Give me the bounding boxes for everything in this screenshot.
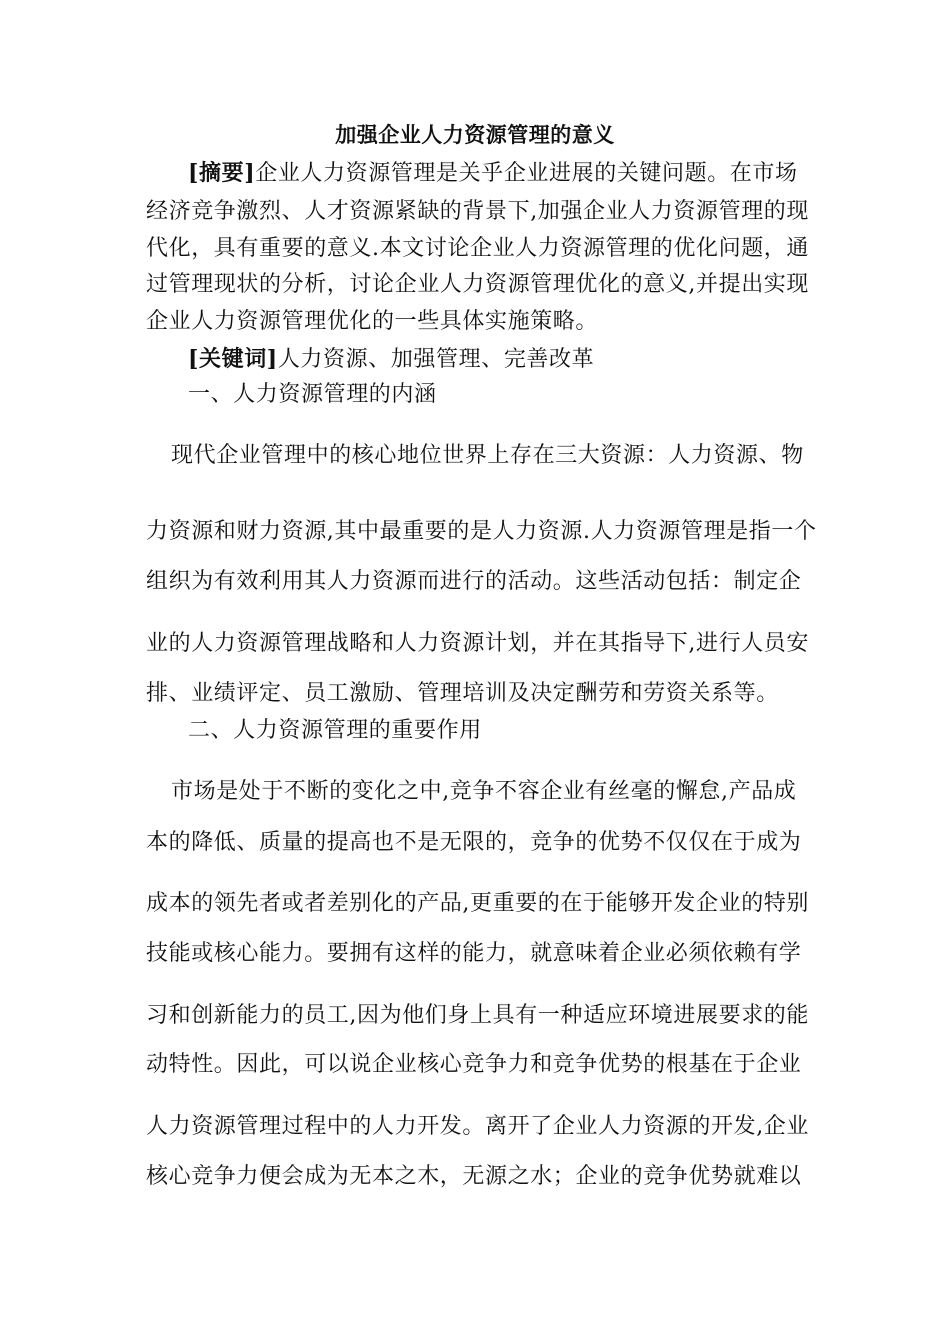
- abstract-text: 企业人力资源管理是关乎企业进展的关键问题。在市场: [255, 161, 798, 186]
- keywords-text: 人力资源、加强管理、完善改革: [277, 347, 595, 372]
- section1-line-2: 力资源和财力资源,其中最重要的是人力资源.人力资源管理是指一个: [146, 519, 817, 544]
- abstract-line-4: 过管理现状的分析，讨论企业人力资源管理优化的意义,并提出实现: [146, 272, 809, 297]
- section2-line-3: 成本的领先者或者差别化的产品,更重要的在于能够开发企业的特别: [146, 891, 809, 916]
- abstract-line-1: [188, 158, 798, 189]
- section2-line-4: 技能或核心能力。要拥有这样的能力，就意味着企业必须依赖有学: [146, 941, 802, 966]
- section1-line-1: 现代企业管理中的核心地位世界上存在三大资源：人力资源、物: [171, 443, 804, 468]
- section2-line-8: 核心竞争力便会成为无本之木，无源之水；企业的竞争优势就难以: [146, 1164, 802, 1189]
- section2-heading: 二、人力资源管理的重要作用: [188, 718, 482, 743]
- section2-line-2: 本的降低、质量的提高也不是无限的，竞争的优势不仅仅在于成为: [146, 830, 802, 855]
- section1-line-5: 排、业绩评定、员工激励、管理培训及决定酬劳和劳资关系等。: [146, 681, 779, 706]
- section2-line-6: 动特性。因此，可以说企业核心竞争力和竞争优势的根基在于企业: [146, 1052, 802, 1077]
- section1-line-3: 组织为有效利用其人力资源而进行的活动。这些活动包括：制定企: [146, 569, 802, 594]
- section2-line-1: 市场是处于不断的变化之中,竞争不容企业有丝毫的懈怠,产品成: [171, 779, 797, 804]
- abstract-line-3: 代化，具有重要的意义.本文讨论企业人力资源管理的优化问题，通: [146, 236, 809, 261]
- section2-line-5: 习和创新能力的员工,因为他们身上具有一种适应环境进展要求的能: [146, 1003, 809, 1028]
- abstract-line-2: 经济竞争激烈、人才资源紧缺的背景下,加强企业人力资源管理的现: [146, 199, 809, 224]
- keywords-label: [关键词]: [188, 346, 278, 372]
- abstract-label: [摘要]: [188, 160, 256, 186]
- document-title: 加强企业人力资源管理的意义: [335, 122, 615, 147]
- section2-line-7: 人力资源管理过程中的人力开发。离开了企业人力资源的开发,企业: [146, 1114, 809, 1139]
- keywords-line: [188, 344, 594, 375]
- abstract-line-5: 企业人力资源管理优化的一些具体实施策略。: [146, 309, 599, 334]
- section1-line-4: 业的人力资源管理战略和人力资源计划，并在其指导下,进行人员安: [146, 631, 809, 656]
- section1-heading: 一、人力资源管理的内涵: [188, 382, 437, 407]
